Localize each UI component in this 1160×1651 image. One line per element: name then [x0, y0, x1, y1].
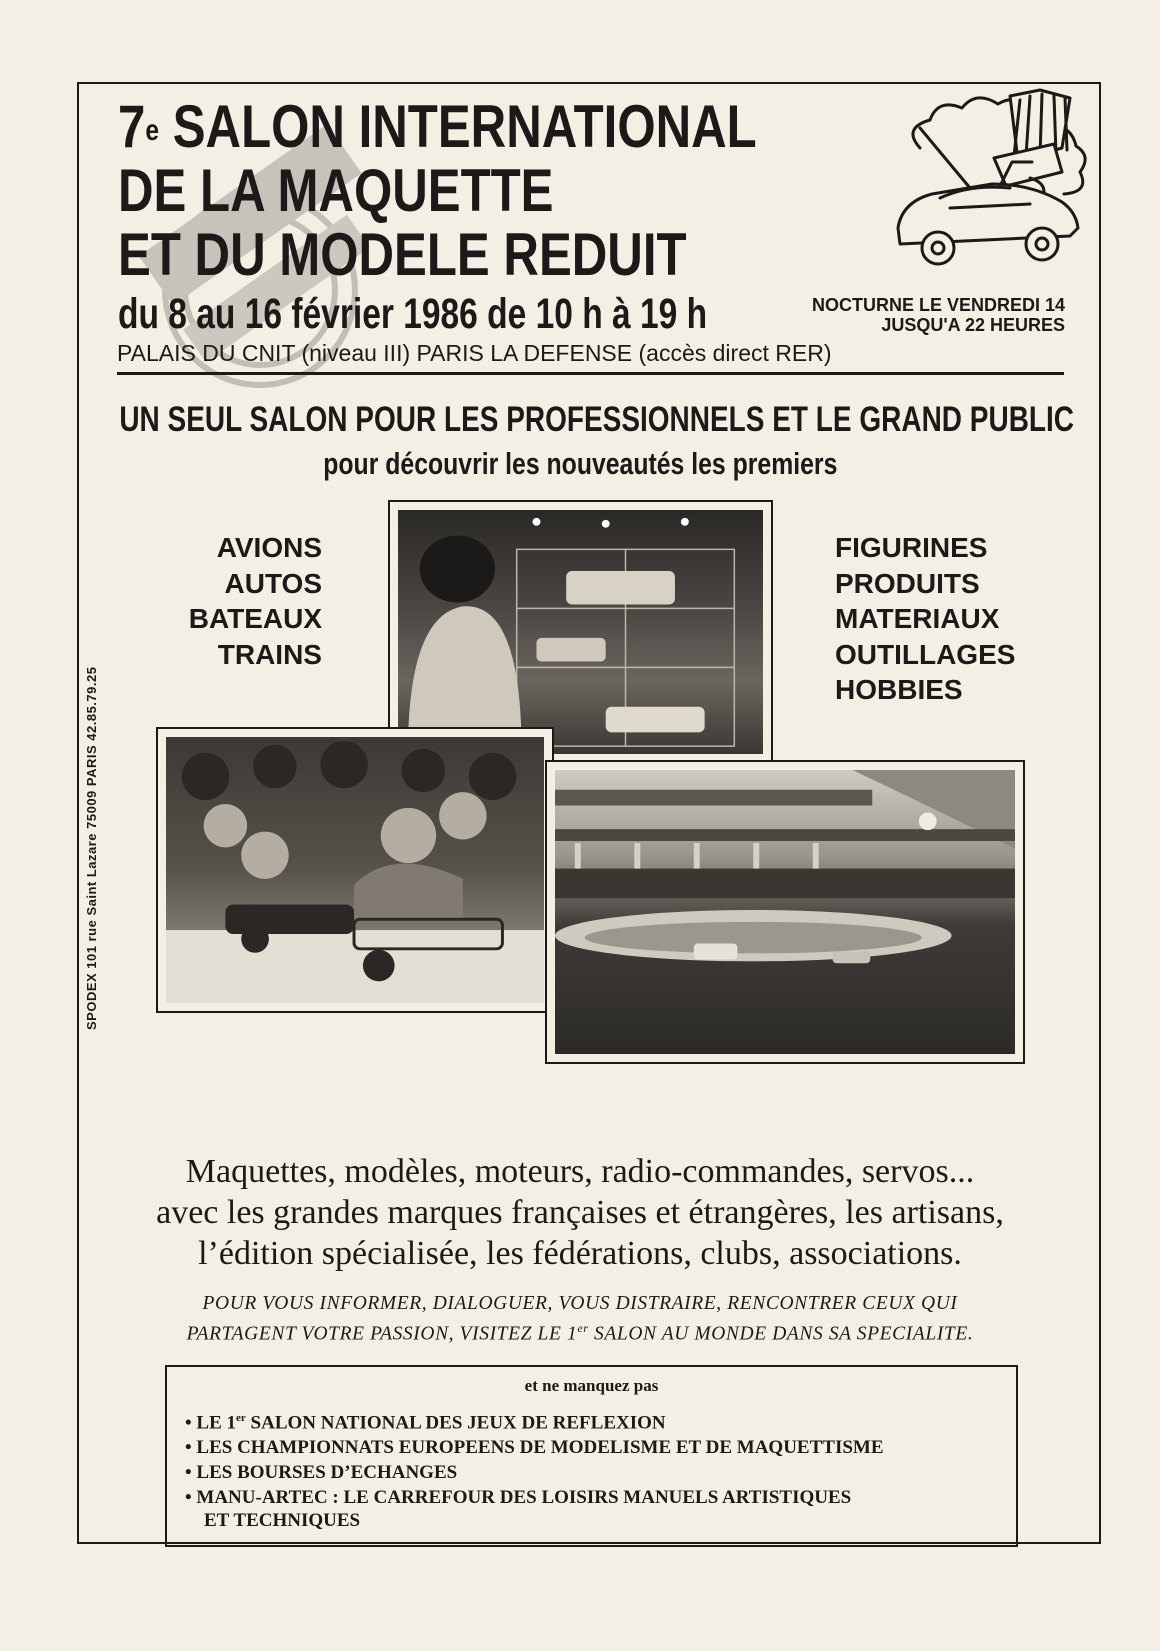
list-item: • LE 1er SALON NATIONAL DES JEUX DE REFLEXION	[185, 1412, 666, 1434]
title-line-1-text: SALON INTERNATIONAL	[159, 93, 757, 160]
category-item: AUTOS	[224, 567, 322, 599]
title-line-3: ET DU MODELE REDUIT	[118, 221, 687, 288]
paintbrush-car-logo-icon	[890, 88, 1090, 274]
list-item-text: MANU-ARTEC : LE CARREFOUR DES LOISIRS MANUELS ARTISTIQUES	[196, 1487, 852, 1509]
list-item-text: LES CHAMPIONNATS EUROPEENS DE MODELISME ET DE MAQUETTISME	[196, 1437, 884, 1459]
edition-number: 7	[118, 93, 146, 160]
list-item-text: LES BOURSES D’ECHANGES	[196, 1462, 458, 1484]
category-item: AVIONS	[216, 532, 322, 563]
list-item-ordinal: er	[236, 1412, 246, 1424]
categories-left-list	[120, 530, 322, 672]
main-headline	[0, 400, 1160, 440]
category-item: PRODUITS	[835, 567, 980, 599]
category-item: BATEAUX	[188, 603, 322, 634]
also-featuring-list	[185, 1406, 884, 1531]
list-item-continuation: ET TECHNIQUES	[204, 1510, 361, 1532]
photo-display-cases	[388, 500, 773, 764]
photo-visitors	[156, 727, 554, 1013]
body-line-2: avec les grandes marques françaises et étrangères, les artisans,	[156, 1194, 1004, 1231]
category-item: HOBBIES	[835, 674, 963, 705]
sub-headline	[0, 446, 1160, 482]
sub-headline-text: pour découvrir les nouveautés les premiers	[322, 446, 838, 481]
photo-display-cases-image	[398, 510, 763, 754]
late-opening-info	[812, 295, 1065, 335]
main-headline-text: UN SEUL SALON POUR LES PROFESSIONNELS ET LE GRAND PUBLIC	[119, 400, 1075, 439]
late-opening-line-1: NOCTURNE LE VENDREDI 14	[811, 295, 1065, 315]
invitation-line-2	[0, 1316, 1160, 1347]
list-item: • LES CHAMPIONNATS EUROPEENS DE MODELISME ET DE MAQUETTISME	[185, 1437, 884, 1459]
list-item: • MANU-ARTEC : LE CARREFOUR DES LOISIRS MANUELS ARTISTIQUES	[185, 1487, 852, 1509]
late-opening-line-2: JUSQU'A 22 HEURES	[881, 315, 1065, 335]
photo-visitors-image	[166, 737, 544, 1003]
publisher-address: SPODEX 101 rue Saint Lazare 75009 PARIS 42.85.79.25	[84, 666, 99, 1030]
edition-suffix: e	[145, 114, 160, 147]
title-line-2: DE LA MAQUETTE	[118, 157, 554, 224]
list-item-text: LE 1	[196, 1412, 237, 1434]
category-item: OUTILLAGES	[835, 638, 1016, 670]
invitation-line-2-end: SALON AU MONDE DANS SA SPECIALITE.	[588, 1323, 974, 1345]
venue-line: PALAIS DU CNIT (niveau III) PARIS LA DEFENSE (accès direct RER)	[117, 340, 832, 366]
header-divider	[117, 372, 1064, 375]
photo-race-track-image	[555, 770, 1015, 1054]
category-item: MATERIAUX	[835, 603, 1000, 634]
invitation-line-1: POUR VOUS INFORMER, DIALOGUER, VOUS DISTRAIRE, RENCONTRER CEUX QUI	[202, 1293, 958, 1314]
categories-right-list	[835, 530, 1015, 708]
invitation-ordinal: er	[577, 1321, 589, 1335]
title-line-1	[118, 93, 757, 160]
also-featuring-heading: et ne manquez pas	[524, 1376, 659, 1395]
photo-race-track	[545, 760, 1025, 1064]
category-item: FIGURINES	[835, 532, 988, 563]
list-item: • LES BOURSES D’ECHANGES	[185, 1462, 458, 1484]
body-line-3: l’édition spécialisée, les fédérations, clubs, associations.	[198, 1235, 962, 1272]
event-dates: du 8 au 16 février 1986 de 10 h à 19 h	[118, 290, 708, 338]
list-item-text: SALON NATIONAL DES JEUX DE REFLEXION	[245, 1412, 666, 1434]
body-line-1: Maquettes, modèles, moteurs, radio-commandes, servos...	[185, 1153, 975, 1190]
category-item: TRAINS	[217, 638, 322, 670]
invitation-line-2-start: PARTAGENT VOTRE PASSION, VISITEZ LE 1	[186, 1323, 578, 1345]
